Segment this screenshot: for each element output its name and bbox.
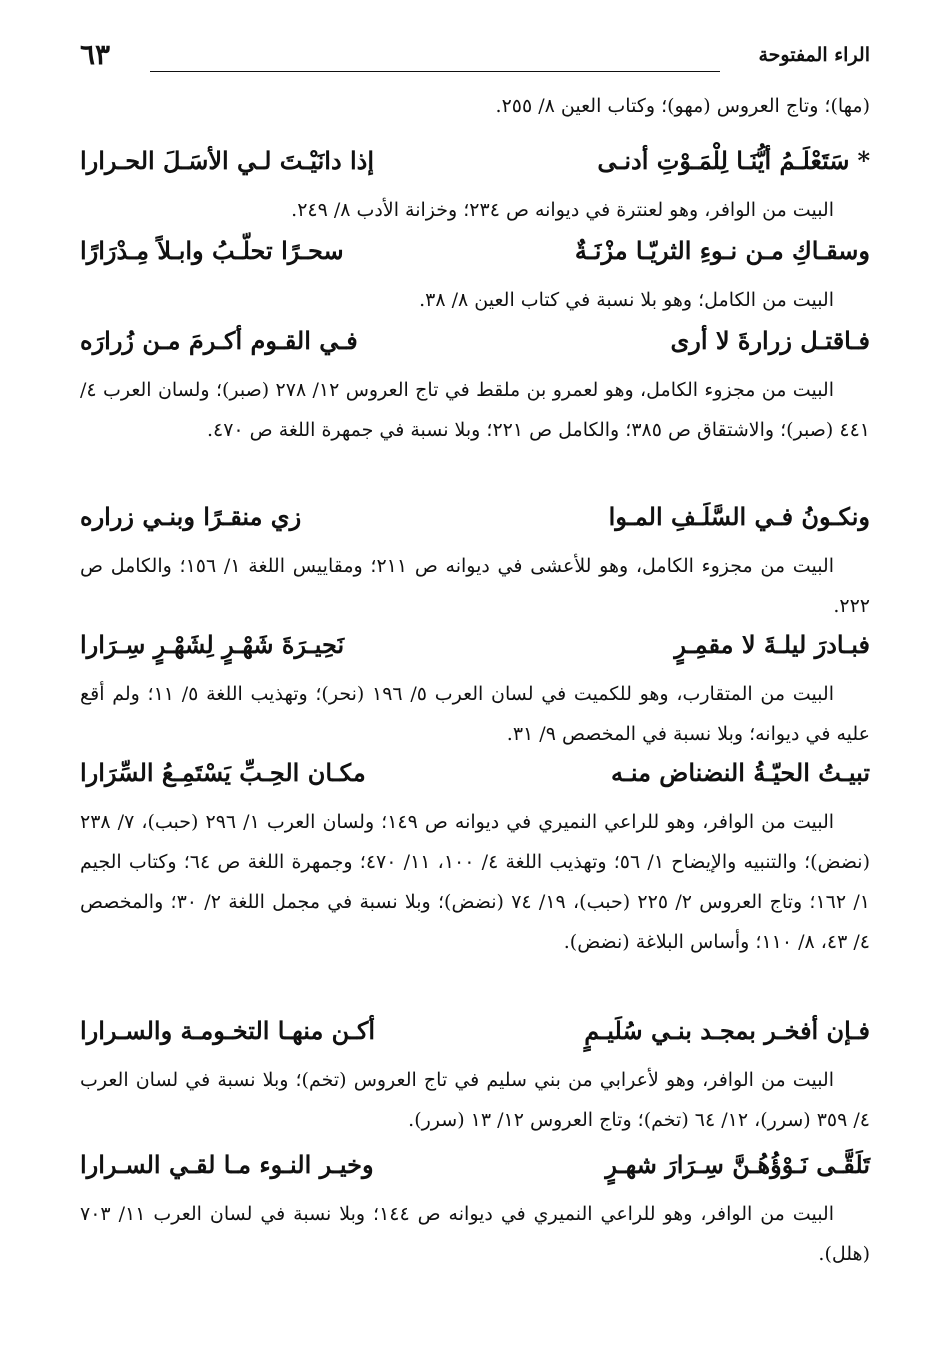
verse-note: البيت من المتقارب، وهو للكميت في لسان العرب ٥/ ١٩٦ (نحر)؛ وتهذيب اللغة ٥/ ١١؛ ولم أقع عليه في ديوانه؛ وبلا نسبة في المخصص ٩/ ٣١. <box>80 683 870 745</box>
intro-block <box>80 86 870 126</box>
verse-first-hemistich: تبيـتُ الحيّـةُ النضناض منـه <box>610 758 870 787</box>
verse-second-hemistich: زي منقـرًا وبنـي زراره <box>80 502 302 531</box>
verse-second-hemistich: إذا دانَيْـتَ لـي الأسَـلَ الحـرارا <box>80 146 375 175</box>
verse-first-hemistich <box>597 146 870 175</box>
verse-entry <box>80 630 870 754</box>
verse-entry <box>80 1150 870 1274</box>
verse-line <box>80 1016 870 1060</box>
verse-second-hemistich: فـي القـوم أكـرمَ مـن زُرارَه <box>80 326 358 355</box>
page-number: ٦٣ <box>80 38 111 71</box>
verse-first-hemistich: فبـادرَ ليلـةَ لا مقمِـرٍ <box>674 630 870 659</box>
verse-second-hemistich: أكـن منهـا التخـومـة والسـرارا <box>80 1016 376 1045</box>
verse-entry <box>80 502 870 626</box>
verse-first-hemistich: تَلَقَّـى نَـوْؤُهُـنَّ سِـرَارَ شهـرٍ <box>605 1150 870 1179</box>
verse-second-hemistich: نَحِيـرَةَ شَهْـرٍ لِشَهْـرٍ سِـرَارا <box>80 630 345 659</box>
verse-line <box>80 236 870 280</box>
verse-first-hemistich: فـاقتـل زرارةَ لا أرى <box>670 326 870 355</box>
verse-line <box>80 146 870 190</box>
verse-entry <box>80 146 870 230</box>
verse-first-hemistich: وسقـاكِ مـن نـوءِ الثريّـا مزْنَـةٌ <box>574 236 870 265</box>
verse-line <box>80 630 870 674</box>
verse-note: البيت من الوافر، وهو للراعي النميري في ديوانه ص ١٤٩؛ ولسان العرب ١/ ٢٩٦ (حبب)، ٧/ ٢٣٨ (نضض)؛ والتنبيه والإيضاح ١/ ٥٦؛ وتهذيب اللغة ٤/ ١٠٠، ١١/ ٤٧٠؛ وجمهرة اللغة ص ٦٤؛ وكتاب الجيم ١/ ١٦٢؛ وتاج العروس ٢/ ٢٢٥ (حبب)، ١٩/ ٧٤ (نضض)؛ وبلا نسبة في مجمل اللغة ٢/ ٣٠؛ والمخصص ٤/ ٤٣، ٨/ ١١٠؛ وأساس البلاغة (نضض). <box>80 811 871 953</box>
verse-entry <box>80 326 870 450</box>
verse-note: البيت من الوافر، وهو لعنترة في ديوانه ص ٢٣٤؛ وخزانة الأدب ٨/ ٢٤٩. <box>291 199 834 221</box>
verse-line <box>80 1150 870 1194</box>
running-title: الراء المفتوحة <box>758 44 870 66</box>
verse-marker: * <box>857 146 870 175</box>
verse-entry <box>80 758 870 962</box>
book-page <box>80 30 870 1330</box>
verse-note: البيت من مجزوء الكامل، وهو لعمرو بن ملقط في تاج العروس ١٢/ ٢٧٨ (صبر)؛ ولسان العرب ٤/ ٤٤١ (صبر)؛ والاشتقاق ص ٣٨٥؛ والكامل ص ٢٢١؛ وبلا نسبة في جمهرة اللغة ص ٤٧٠. <box>80 379 870 441</box>
verse-second-hemistich: وخيـر النـوء مـا لقـي السـرارا <box>80 1150 374 1179</box>
verse-note: البيت من الوافر، وهو للراعي النميري في ديوانه ص ١٤٤؛ وبلا نسبة في لسان العرب ١١/ ٧٠٣ (هلل). <box>80 1203 870 1265</box>
verse-line <box>80 326 870 370</box>
verse-second-hemistich: سحـرًا تحلّـبُ وابـلاً مِـدْرَارًا <box>80 236 344 265</box>
header-rule <box>150 71 720 72</box>
verse-first-hemistich: ونكـونُ فـي السَّلَـفِ المـوا <box>608 502 870 531</box>
verse-note: البيت من الوافر، وهو لأعرابي من بني سليم في تاج العروس (تخم)؛ وبلا نسبة في لسان العرب ٤/ ٣٥٩ (سرر)، ١٢/ ٦٤ (تخم)؛ وتاج العروس ١٢/ ١٣ (سرر). <box>80 1069 870 1131</box>
verse-second-hemistich: مكـان الحِـبِّ يَسْتَمِـعُ السِّرَارا <box>80 758 366 787</box>
verse-line <box>80 758 870 802</box>
verse-first-hemistich: فـإن أفخـر بمجـد بنـي سُلَيـمٍ <box>584 1016 870 1045</box>
intro-text: (مها)؛ وتاج العروس (مهو)؛ وكتاب العين ٨/ ٢٥٥. <box>495 95 870 117</box>
verse-entry <box>80 236 870 320</box>
verse-first-text: سَتَعْلَـمُ أيُّنَـا لِلْمَـوْتِ أدنـى <box>597 146 850 175</box>
verse-note: البيت من مجزوء الكامل، وهو للأعشى في ديوانه ص ٢١١؛ ومقاييس اللغة ١/ ١٥٦؛ والكامل ص ٢٢٢. <box>80 555 870 617</box>
verse-line <box>80 502 870 546</box>
page-header <box>80 38 870 78</box>
verse-note: البيت من الكامل؛ وهو بلا نسبة في كتاب العين ٨/ ٣٨. <box>419 289 834 311</box>
verse-entry <box>80 1016 870 1140</box>
